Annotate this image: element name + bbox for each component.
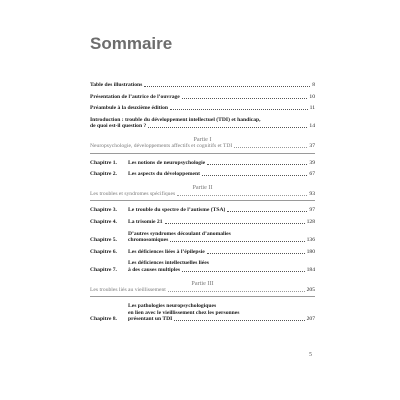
divider [90, 200, 315, 201]
chapter-title-line3: présentant un TDI [128, 316, 173, 323]
chapter-title-line1: Les pathologies neuropsychologiques [128, 303, 217, 310]
chapter-page: 97 [309, 207, 315, 214]
chapter-page: 207 [306, 316, 315, 323]
leader-dots [227, 211, 307, 212]
chapter-title: Le trouble du spectre de l’autisme (TSA) [128, 207, 226, 214]
leader-dots [182, 271, 305, 272]
part-page: 37 [309, 142, 315, 149]
chapter-entry[interactable] [90, 231, 315, 244]
chapter-title-line1: Les déficiences intellectuelles liées [128, 260, 209, 267]
chapter-title: La trisomie 21 [128, 218, 163, 225]
leader-dots [177, 195, 307, 196]
leader-dots [168, 291, 305, 292]
toc-entry-title-line2: de quoi est-il question ? [90, 123, 147, 130]
chapter-page: 39 [309, 159, 315, 166]
leader-dots [234, 147, 307, 148]
part-subtitle-row[interactable] [90, 143, 315, 150]
toc-entry-title-line1: Introduction : trouble du développement intellectuel (TDI) et handicap, [90, 116, 261, 123]
chapter-page: 184 [306, 266, 315, 273]
chapter-number: Chapitre 3. [90, 207, 117, 214]
toc-entry-page: 8 [312, 82, 315, 88]
toc-entry-page: 14 [309, 123, 315, 130]
chapter-number: Chapitre 6. [90, 248, 117, 255]
chapter-entry[interactable] [90, 219, 315, 226]
toc-entry-title: Préambule à la deuxième édition [90, 105, 168, 112]
chapter-title-line1: D’autres syndromes découlant d’anomalies [128, 230, 231, 237]
leader-dots [174, 320, 304, 321]
chapter-title: Les notions de neuropsychologie [128, 159, 206, 166]
chapter-page: 136 [306, 237, 315, 244]
leader-dots [182, 98, 308, 99]
leader-dots [207, 164, 307, 165]
chapter-number: Chapitre 1. [90, 159, 117, 166]
part-subtitle-row[interactable] [90, 287, 315, 294]
toc-entry-title: Table des illustrations [90, 82, 143, 88]
part-page: 93 [309, 190, 315, 197]
chapter-entry[interactable] [90, 260, 315, 273]
part-heading: Partie I [193, 135, 212, 143]
part-subtitle-row[interactable] [90, 191, 315, 198]
chapter-entry[interactable] [90, 249, 315, 256]
chapter-entry[interactable] [90, 171, 315, 178]
chapter-number: Chapitre 7. [90, 266, 117, 273]
chapter-entry[interactable] [90, 160, 315, 167]
leader-dots [144, 86, 310, 87]
chapter-number: Chapitre 2. [90, 171, 117, 178]
page-title: Sommaire [90, 34, 173, 53]
leader-dots [170, 109, 308, 110]
toc-entry-title: Présentation de l’autrice de l’ouvrage [90, 93, 180, 100]
chapter-title-line2: en lien avec le vieillissement chez les personnes [128, 309, 240, 316]
divider [90, 153, 315, 154]
part-page: 205 [306, 286, 315, 293]
leader-dots [148, 127, 307, 128]
toc-entry-page: 11 [309, 105, 315, 112]
table-of-contents [90, 82, 315, 328]
chapter-page: 128 [306, 218, 315, 225]
divider [90, 296, 315, 297]
chapter-title-line2: chromosomiques [128, 237, 169, 244]
chapter-number: Chapitre 8. [90, 316, 117, 323]
toc-entry-author[interactable] [90, 94, 315, 101]
toc-entry-illustrations[interactable] [90, 82, 315, 89]
part-subtitle: Les troubles liés au vieillissement [90, 286, 166, 293]
leader-dots [165, 223, 305, 224]
chapter-entry[interactable] [90, 207, 315, 214]
chapter-entry[interactable] [90, 303, 315, 323]
chapter-title: Les déficiences liées à l’épilepsie [128, 248, 205, 255]
leader-dots [170, 241, 304, 242]
chapter-page: 67 [309, 171, 315, 178]
chapter-title: Les aspects du développement [128, 171, 200, 178]
chapter-page: 180 [306, 248, 315, 255]
toc-entry-introduction[interactable] [90, 117, 315, 130]
page-number: 5 [309, 352, 312, 358]
part-heading: Partie II [192, 183, 213, 191]
chapter-number: Chapitre 5. [90, 237, 117, 244]
leader-dots [202, 175, 307, 176]
toc-entry-preamble[interactable] [90, 105, 315, 112]
leader-dots [207, 253, 305, 254]
part-heading: Partie III [191, 279, 214, 287]
chapter-title-line2: à des causes multiples [128, 266, 181, 273]
part-subtitle: Neuropsychologie, développements affectifs et cognitifs et TDI [90, 142, 233, 149]
toc-entry-page: 10 [309, 93, 315, 100]
part-subtitle: Les troubles et syndromes spécifiques [90, 190, 176, 197]
chapter-number: Chapitre 4. [90, 218, 117, 225]
